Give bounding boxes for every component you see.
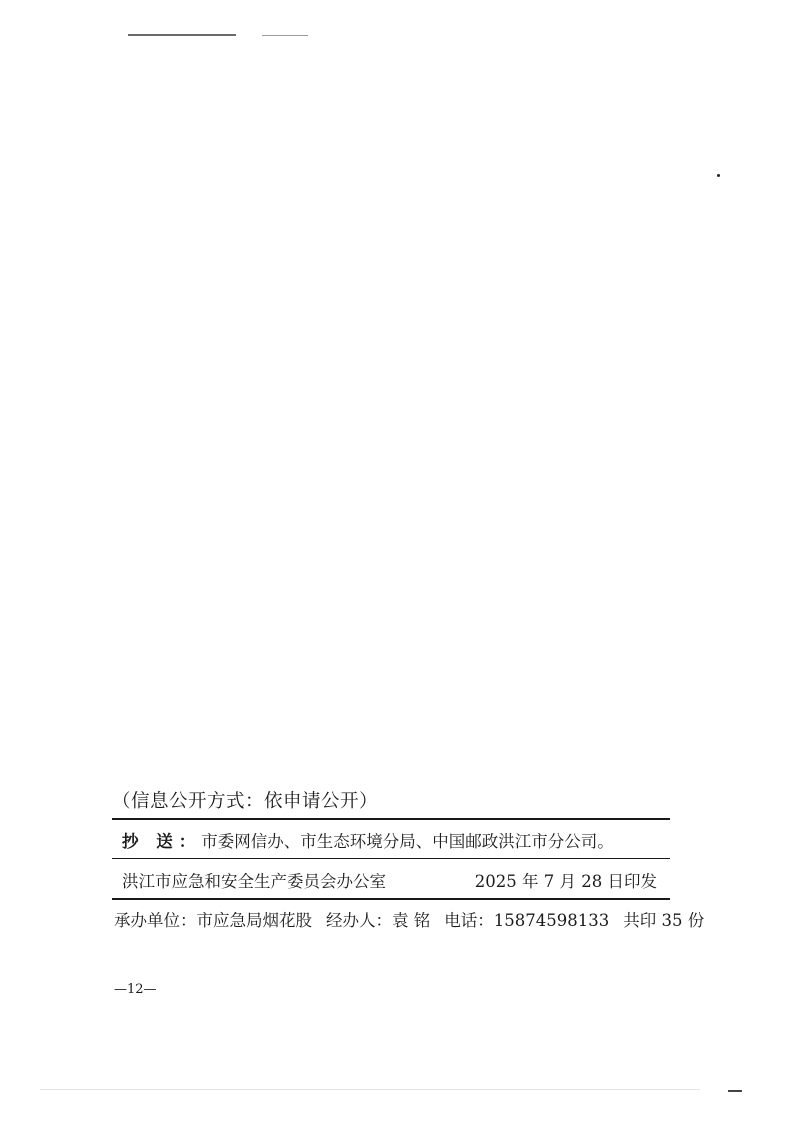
cc-recipients: 市委网信办、市生态环境分局、中国邮政洪江市分公司。 xyxy=(201,832,614,851)
scan-artifact-line xyxy=(262,35,308,36)
phone-number: 电话：15874598133 xyxy=(444,911,610,930)
issuer-line xyxy=(122,868,657,892)
contact-line xyxy=(114,907,705,931)
cc-line xyxy=(122,828,614,852)
page-number: —12— xyxy=(114,982,157,997)
disclosure-method: （信息公开方式：依申请公开） xyxy=(112,791,379,812)
divider-line xyxy=(112,898,670,900)
cc-label: 抄 送： xyxy=(122,832,202,851)
issue-date: 2025 年 7 月 28 日印发 xyxy=(474,872,657,891)
issuing-office: 洪江市应急和安全生产委员会办公室 xyxy=(122,872,386,891)
divider-line xyxy=(112,818,670,820)
divider-line xyxy=(112,858,670,859)
scan-artifact-dot xyxy=(717,174,720,177)
scan-artifact-line xyxy=(728,1090,742,1092)
handling-unit: 承办单位：市应急局烟花股 xyxy=(114,911,312,930)
scan-artifact-line xyxy=(40,1089,700,1090)
handler-name: 经办人：袁 铭 xyxy=(326,911,431,930)
scan-artifact-line xyxy=(128,34,236,36)
copy-count: 共印 35 份 xyxy=(623,911,705,930)
